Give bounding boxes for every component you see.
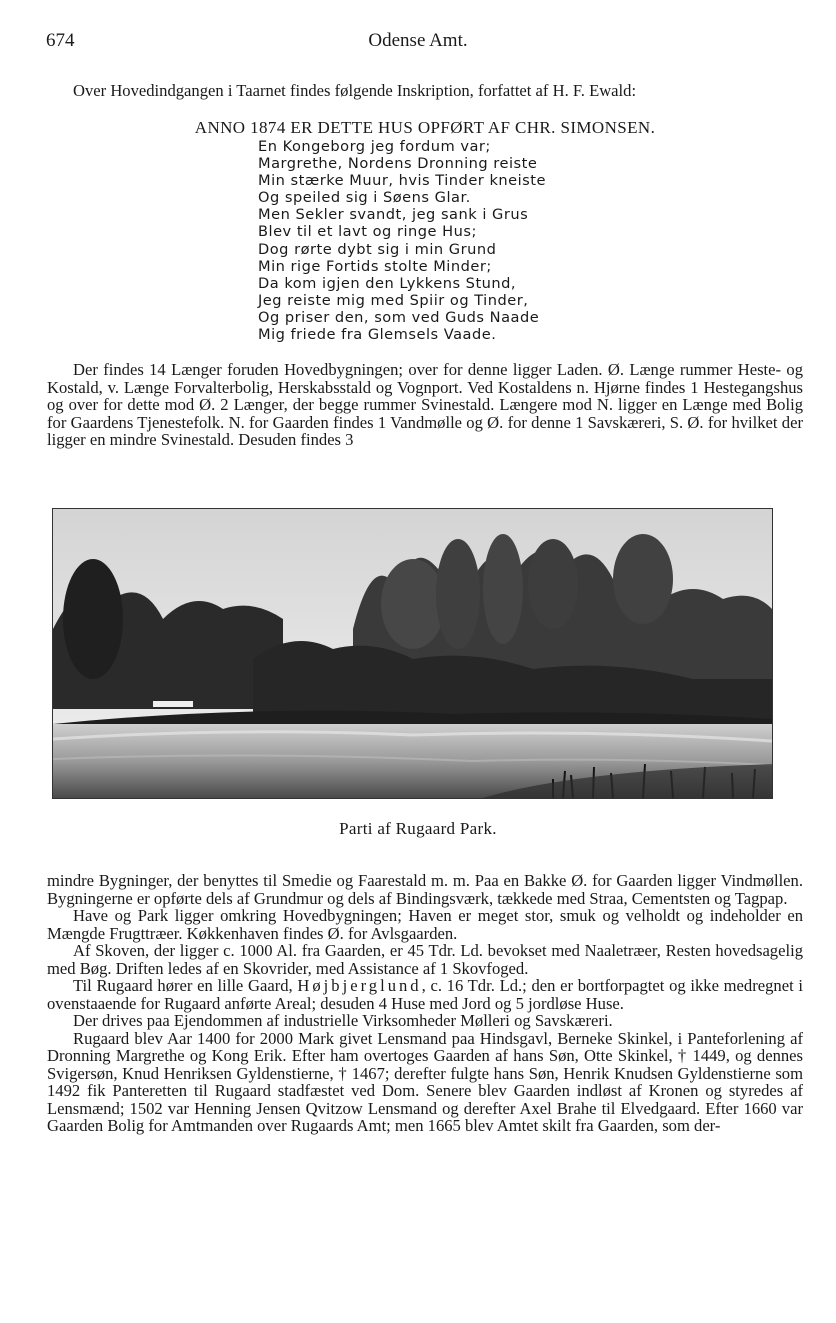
intro-text: Over Hovedindgangen i Taarnet findes følgende Inskription, forfattet af H. F. Ewald:	[73, 81, 637, 100]
intro-paragraph	[47, 82, 803, 100]
page-header	[40, 30, 796, 56]
poem-line: Men Sekler svandt, jeg sank i Grus	[258, 206, 529, 224]
poem-line: En Kongeborg jeg fordum var;	[258, 138, 491, 155]
poem-line: Jeg reiste mig med Spiir og Tinder,	[258, 291, 529, 309]
poem-line: Min rige Fortids stolte Minder;	[258, 257, 492, 275]
p4-after: , c. 16 Tdr. Ld.; den er bortforpagtet og ikke medregnet i ovenstaaende for Rugaard anførte Areal; desuden 4 Huse med Jord og 5 jordløse Huse.	[47, 976, 803, 1013]
paragraph-industry: Der drives paa Ejendommen af industrielle Virksomheder Mølleri og Savskæreri.	[73, 1011, 613, 1030]
poem-line: Da kom igjen den Lykkens Stund,	[258, 274, 517, 292]
photo-caption: Parti af Rugaard Park.	[339, 819, 497, 838]
paragraph-outbuildings: mindre Bygninger, der benyttes til Smedie og Faarestald m. m. Paa en Bakke Ø. for Gaarden ligger Vindmøllen. Bygningerne er opførte dels af Grundmur og dels af Bindingsværk, tækkede med Straa, Cementsten og Tagpap.	[47, 871, 803, 908]
paragraph-garden: Have og Park ligger omkring Hovedbygningen; Haven er meget stor, smuk og velholdt og indeholder en Mængde Frugttræer. Køkkenhaven findes Ø. for Avlsgaarden.	[47, 906, 803, 943]
inscription-title: ANNO 1874 ER DETTE HUS OPFØRT AF CHR. SIMONSEN.	[194, 118, 656, 137]
place-name-spaced: Højbjerglund	[297, 976, 422, 995]
body-paragraphs	[47, 872, 803, 1135]
poem-line: Og speiled sig i Søens Glar.	[258, 189, 471, 207]
paragraph-hojbjerglund	[47, 977, 803, 1012]
poem-line: Og priser den, som ved Guds Naade	[258, 308, 540, 326]
poem-line: Mig friede fra Glemsels Vaade.	[258, 326, 497, 344]
poem-line: Min stærke Muur, hvis Tinder kneiste	[258, 172, 546, 190]
poem-line: Blev til et lavt og ringe Hus;	[258, 223, 477, 241]
buildings-paragraph	[47, 361, 803, 449]
page-number: 674	[46, 30, 75, 51]
poem-line: Dog rørte dybt sig i min Grund	[258, 240, 497, 258]
landscape-photo-icon	[53, 509, 772, 798]
running-title: Odense Amt.	[368, 30, 468, 51]
park-photograph	[52, 508, 773, 799]
paragraph-forest: Af Skoven, der ligger c. 1000 Al. fra Gaarden, er 45 Tdr. Ld. bevokset med Naaletræer, Resten hovedsagelig med Bøg. Driften ledes af en Skovrider, med Assistance af 1 Skovfoged.	[47, 941, 803, 978]
poem-line: Margrethe, Nordens Dronning reiste	[258, 155, 538, 173]
paragraph-history: Rugaard blev Aar 1400 for 2000 Mark givet Lensmand paa Hindsgavl, Berneke Skinkel, i Panteforlening af Dronning Margrethe og Kong Erik. Efter ham overtoges Gaarden af hans Søn, Otte Skinkel, † 1449, og dennes Svigersøn, Knud Henriksen Gyldenstierne, † 1467; derefter fulgte hans Søn, Henrik Knudsen Gyldenstierne som 1492 fik Panteretten til Rugaard stadfæstet ved Dom. Senere blev Gaarden indløst af Kronen og styredes af Lensmænd; 1502 var Henning Jensen Qvitzow Lensmand og derefter Axel Brahe til Elvedgaard. Efter 1660 var Gaarden Bolig for Amtmanden over Rugaards Amt; men 1665 blev Amtet skilt fra Gaarden, som der-	[47, 1028, 803, 1135]
inscription-poem	[258, 138, 638, 343]
buildings-text: Der findes 14 Længer foruden Hovedbygningen; over for denne ligger Laden. Ø. Længe rummer Heste- og Kostald, v. Længe Forvalterbolig, Herskabsstald og Vognport. Ved Kostaldens n. Hjørne findes 1 Hestegangshus og over for dette mod Ø. 2 Længer, der begge rummer Svinestald. Længere mod N. ligger en Længe med Bolig for Gaardens Tjenestefolk. N. for Gaarden findes 1 Vandmølle og Ø. for denne 1 Savskæreri, S. Ø. for hvilket der ligger en mindre Svinestald. Desuden findes 3	[47, 360, 803, 449]
p4-before: Til Rugaard hører en lille Gaard,	[73, 976, 298, 995]
